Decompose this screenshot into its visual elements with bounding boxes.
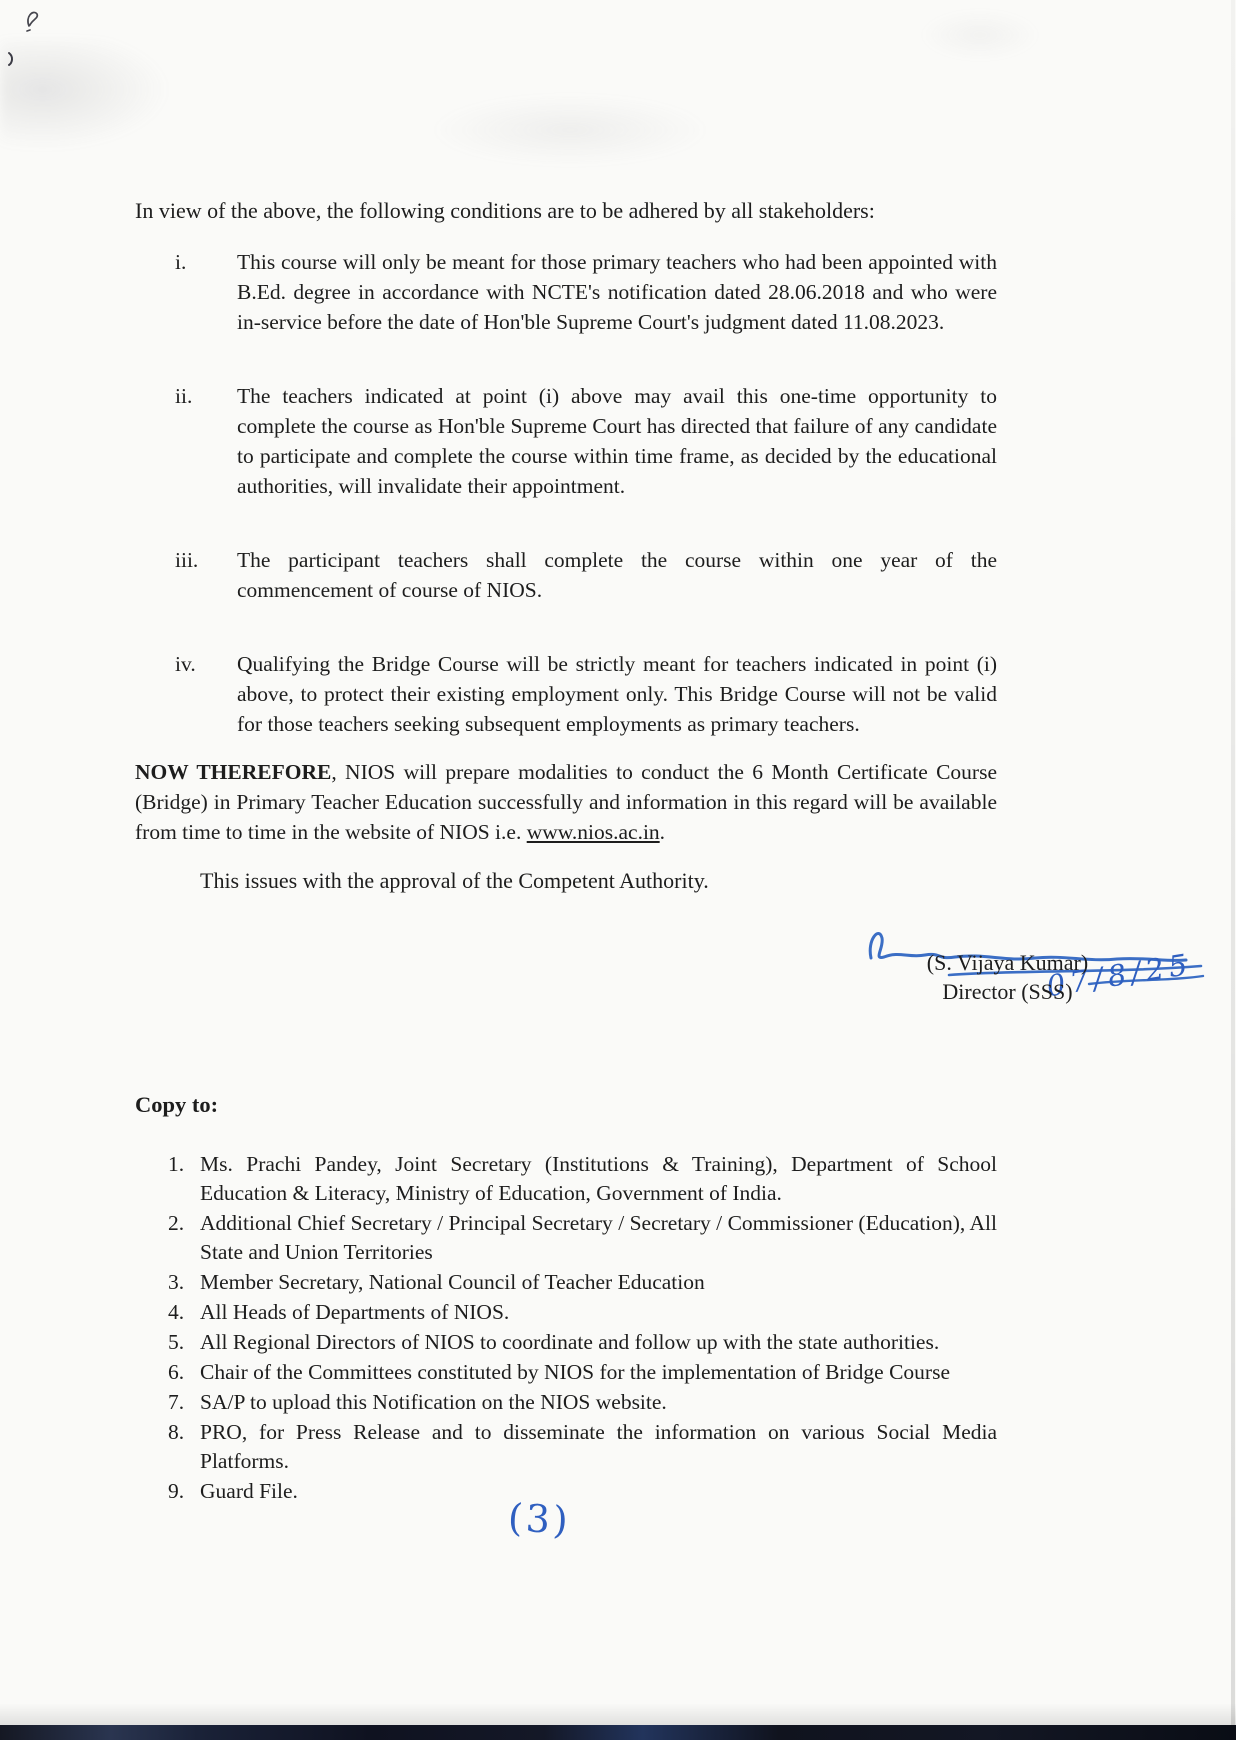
copy-item-number: 7.	[168, 1390, 185, 1414]
copy-item-text: Chair of the Committees constituted by NIOS for the implementation of Bridge Course	[200, 1360, 950, 1384]
handwritten-date: 07/8/25	[1044, 946, 1195, 1004]
copy-item	[135, 1150, 997, 1208]
copy-item-text: Member Secretary, National Council of Teacher Education	[200, 1270, 705, 1294]
signature-block	[900, 948, 1115, 1006]
copy-to-heading: Copy to:	[135, 1092, 219, 1117]
condition-item	[135, 545, 997, 605]
therefore-period: .	[659, 820, 666, 844]
copy-item-number: 6.	[168, 1360, 185, 1384]
copy-item-number: 9.	[168, 1479, 185, 1503]
signatory-name: (S. Vijaya Kumar)	[926, 950, 1089, 975]
copy-item-number: 4.	[168, 1300, 185, 1324]
approval-line: This issues with the approval of the Competent Authority.	[200, 868, 709, 893]
condition-number: ii.	[175, 384, 193, 408]
condition-text: The participant teachers shall complete the course within one year of the commencement of course of NIOS.	[237, 548, 997, 602]
copy-item-text: PRO, for Press Release and to disseminate the information on various Social Media Platforms.	[200, 1420, 997, 1473]
copy-to-list	[135, 1150, 997, 1507]
now-therefore-paragraph	[135, 757, 997, 847]
pen-mark-icon	[22, 6, 46, 34]
nios-website-link: www.nios.ac.in	[526, 820, 660, 844]
scan-artifact-smudge	[430, 95, 710, 165]
scan-edge-shadow	[0, 1703, 1236, 1725]
signatory-title: Director (SSS)	[942, 979, 1073, 1004]
condition-item	[135, 649, 997, 739]
copy-item-text: All Regional Directors of NIOS to coordinate and follow up with the state authorities.	[200, 1330, 940, 1354]
copy-item	[135, 1298, 997, 1327]
scanner-edge-strip	[0, 1725, 1236, 1740]
copy-item	[135, 1209, 997, 1267]
scan-artifact-shadow	[0, 40, 170, 150]
copy-item	[135, 1328, 997, 1357]
copy-item-text: Guard File.	[200, 1479, 298, 1503]
condition-item	[135, 247, 997, 337]
copy-item-number: 8.	[168, 1420, 185, 1444]
scan-artifact-smudge	[920, 10, 1040, 60]
now-therefore-bold: NOW THEREFORE	[135, 760, 332, 784]
copy-item-number: 1.	[168, 1152, 185, 1176]
copy-item-text: Additional Chief Secretary / Principal Secretary / Secretary / Commissioner (Education), All State and Union Territories	[200, 1211, 997, 1264]
scan-edge-shadow	[1231, 0, 1235, 1740]
copy-item-text: Ms. Prachi Pandey, Joint Secretary (Institutions & Training), Department of School Education & Literacy, Ministry of Education, Government of India.	[200, 1152, 997, 1205]
condition-text: The teachers indicated at point (i) above may avail this one-time opportunity to complete the course as Hon'ble Supreme Court has directed that failure of any candidate to participate and complete the course within time frame, as decided by the educational authorities, will invalidate their appointment.	[237, 384, 997, 498]
condition-text: This course will only be meant for those primary teachers who had been appointed with B.Ed. degree in accordance with NCTE's notification dated 28.06.2018 and who were in-service before the date of Hon'ble Supreme Court's judgment dated 11.08.2023.	[237, 250, 997, 334]
copy-item	[135, 1358, 997, 1387]
pen-mark-icon	[5, 50, 19, 68]
copy-item-number: 2.	[168, 1211, 185, 1235]
copy-item-number: 5.	[168, 1330, 185, 1354]
condition-text: Qualifying the Bridge Course will be strictly meant for teachers indicated in point (i) above, to protect their existing employment only. This Bridge Course will not be valid for those teachers seeking subsequent employments as primary teachers.	[237, 652, 997, 736]
copy-item	[135, 1418, 997, 1476]
copy-item-text: SA/P to upload this Notification on the NIOS website.	[200, 1390, 667, 1414]
condition-number: iii.	[175, 548, 199, 572]
copy-item	[135, 1268, 997, 1297]
conditions-list	[135, 247, 997, 783]
therefore-text: , NIOS will prepare modalities to conduct the 6 Month Certificate Course (Bridge) in Primary Teacher Education successfully and information in this regard will be available from time to time in the website of NIOS i.e.	[135, 760, 998, 844]
copy-item-number: 3.	[168, 1270, 185, 1294]
intro-paragraph: In view of the above, the following conditions are to be adhered by all stakeholders:	[135, 198, 875, 223]
condition-number: iv.	[175, 652, 196, 676]
condition-item	[135, 381, 997, 501]
condition-number: i.	[175, 250, 187, 274]
copy-item-text: All Heads of Departments of NIOS.	[200, 1300, 510, 1324]
handwritten-page-number: (3)	[506, 1495, 572, 1543]
copy-item	[135, 1388, 997, 1417]
